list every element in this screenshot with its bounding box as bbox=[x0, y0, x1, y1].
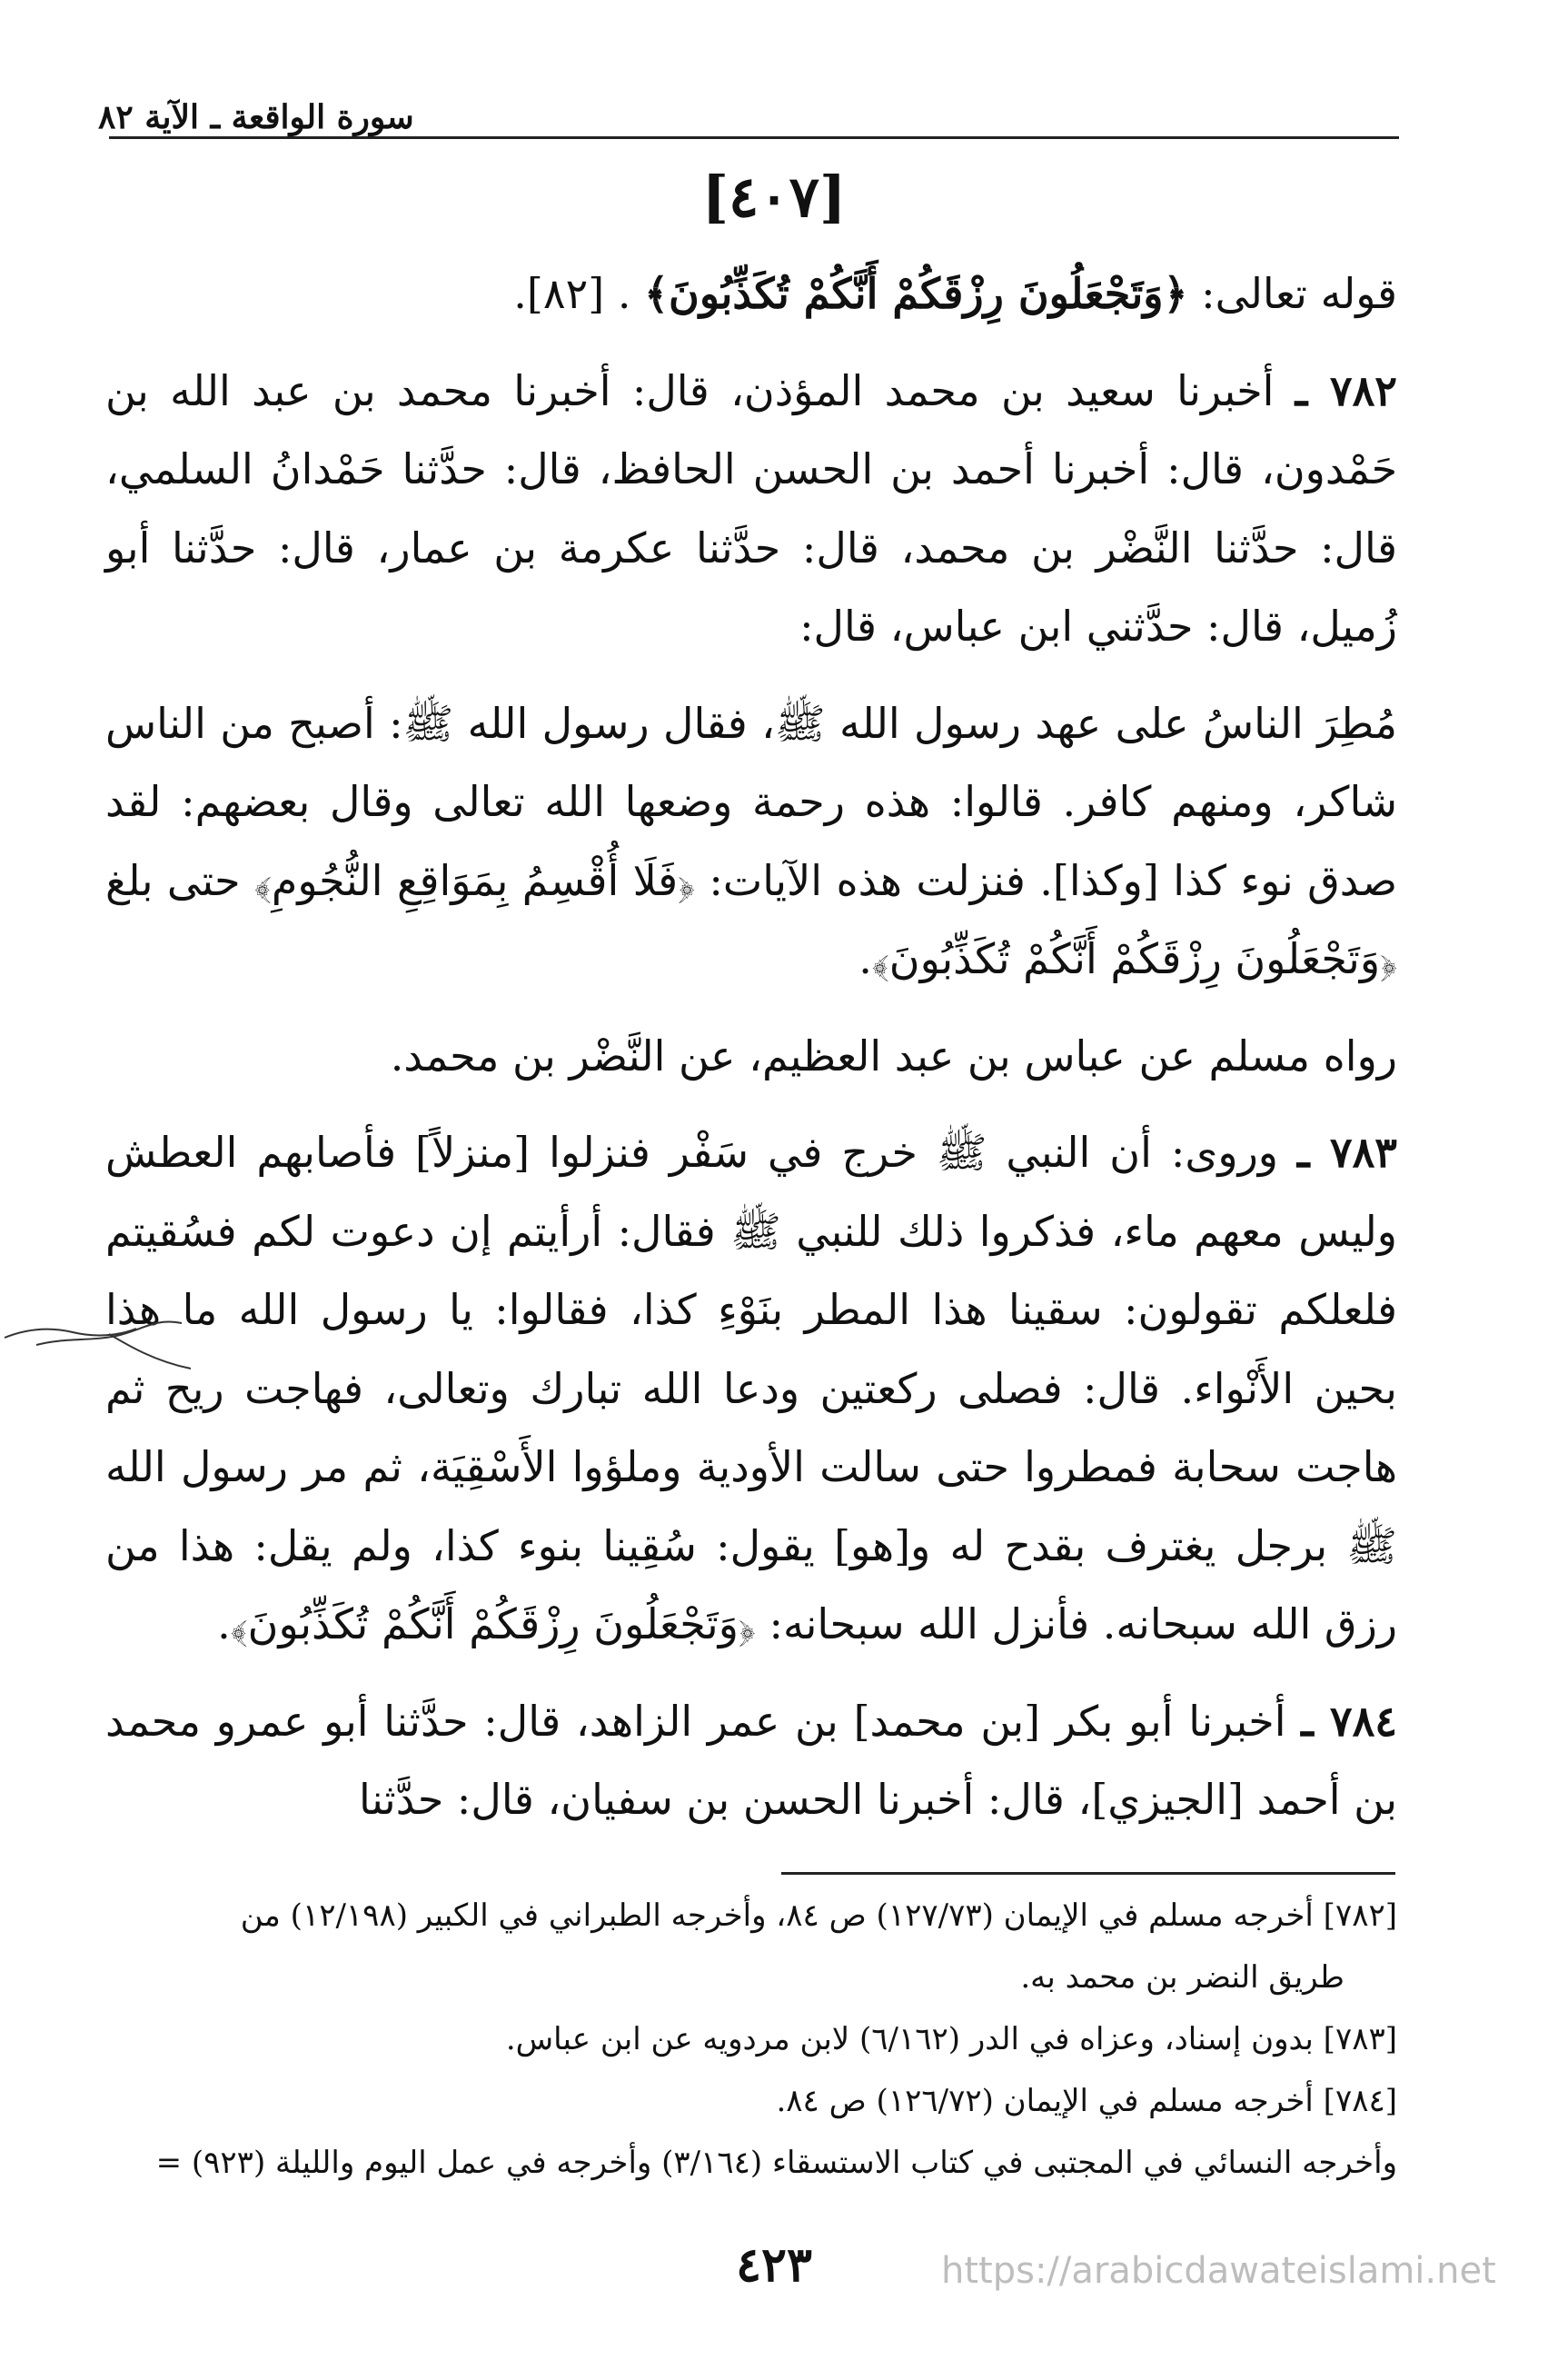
verse-intro: قوله تعالى: bbox=[1201, 269, 1397, 318]
verse-ref: . [٨٢]. bbox=[513, 269, 631, 318]
running-header: سورة الواقعة ـ الآية ٨٢ bbox=[91, 98, 436, 136]
page-number: ٤٢٣ bbox=[736, 2237, 812, 2293]
verse-quote: ﴿وَتَجْعَلُونَ رِزْقَكُمْ أَنَّكُمْ تُكَذِّبُونَ﴾ bbox=[644, 269, 1188, 318]
verse-line bbox=[105, 254, 1397, 334]
hadith-number: ٧٨٢ ـ bbox=[1295, 365, 1397, 415]
footnotes bbox=[87, 1888, 1397, 2197]
footnote: [٧٨٢] أخرجه مسلم في الإيمان (١٢٧/٧٣) ص ٨٤، وأخرجه الطبراني في الكبير (١٢/١٩٨) من bbox=[240, 1897, 1397, 1934]
footnote-continuation: طريق النضر بن محمد به. bbox=[1020, 1959, 1345, 1996]
hadith-number: ٧٨٣ ـ bbox=[1297, 1128, 1397, 1177]
paragraph bbox=[105, 1113, 1397, 1664]
paragraph-text: أخبرنا أبو بكر [بن محمد] بن عمر الزاهد، قال: حدَّثنا أبو عمرو محمد بن أحمد [الجيزي]، قال: أخبرنا الحسن بن سفيان، قال: حدَّثنا bbox=[105, 1696, 1397, 1824]
paragraph-text: مُطِرَ الناسُ على عهد رسول الله ﷺ، فقال رسول الله ﷺ: أصبح من الناس شاكر، ومنهم كافر. قالوا: هذه رحمة وضعها الله تعالى وقال بعضهم: لقد صدق نوء كذا [وكذا]. فنزلت هذه الآيات: ﴿فَلَا أُقْسِمُ بِمَوَاقِعِ النُّجُومِ﴾ حتى بلغ ﴿وَتَجْعَلُونَ رِزْقَكُمْ أَنَّكُمْ تُكَذِّبُونَ﴾. bbox=[105, 698, 1397, 983]
hadith-number: ٧٨٤ ـ bbox=[1301, 1696, 1397, 1746]
item-number: [٤٠٧] bbox=[701, 164, 847, 230]
paragraph-text: وروى: أن النبي ﷺ خرج في سَفْر فنزلوا [منزلاً] فأصابهم العطش وليس معهم ماء، فذكروا ذلك للنبي ﷺ فقال: أرأيتم إن دعوت لكم فسُقيتم فلعلكم تقولون: سقينا هذا المطر بنَوْءِ كذا، فقالوا: يا رسول الله ما هذا بحين الأَنْواء. قال: فصلى ركعتين ودعا الله تبارك وتعالى، فهاجت ريح ثم هاجت سحابة فمطروا حتى سالت الأودية وملؤوا الأَسْقِيَة، ثم مر رسول الله ﷺ برجل يغترف بقدح له و[هو] يقول: سُقِينا بنوء كذا، ولم يقل: هذا من رزق الله سبحانه. فأنزل الله سبحانه: ﴿وَتَجْعَلُونَ رِزْقَكُمْ أَنَّكُمْ تُكَذِّبُونَ﴾. bbox=[105, 1128, 1397, 1648]
paragraph-text: أخبرنا سعيد بن محمد المؤذن، قال: أخبرنا محمد بن عبد الله بن حَمْدون، قال: أخبرنا أحمد بن الحسن الحافظ، قال: حدَّثنا حَمْدانُ السلمي، قال: حدَّثنا النَّضْر بن محمد، قال: حدَّثنا عكرمة بن عمار، قال: حدَّثنا أبو زُميل، قال: حدَّثني ابن عباس، قال: bbox=[105, 365, 1397, 651]
paragraph bbox=[105, 1017, 1397, 1096]
header-rule bbox=[109, 136, 1399, 139]
paragraph-text: رواه مسلم عن عباس بن عبد العظيم، عن النَّضْر بن محمد. bbox=[390, 1031, 1397, 1080]
footnote: [٧٨٣] بدون إسناد، وعزاه في الدر (٦/١٦٢) لابن مردويه عن ابن عباس. bbox=[505, 2021, 1397, 2057]
footnote: [٧٨٤] أخرجه مسلم في الإيمان (١٢٦/٧٢) ص ٨٤. bbox=[776, 2083, 1397, 2119]
paragraph bbox=[105, 1682, 1397, 1839]
main-text bbox=[105, 254, 1397, 1857]
pen-mark-icon bbox=[0, 1281, 218, 1381]
footnote-rule bbox=[781, 1872, 1395, 1875]
watermark-url: https://arabicdawateislami.net bbox=[941, 2250, 1496, 2292]
paragraph bbox=[105, 352, 1397, 666]
paragraph bbox=[105, 684, 1397, 999]
footnote: وأخرجه النسائي في المجتبى في كتاب الاستسقاء (٣/١٦٤) وأخرجه في عمل اليوم والليلة (٩٢٣) = bbox=[155, 2145, 1397, 2181]
